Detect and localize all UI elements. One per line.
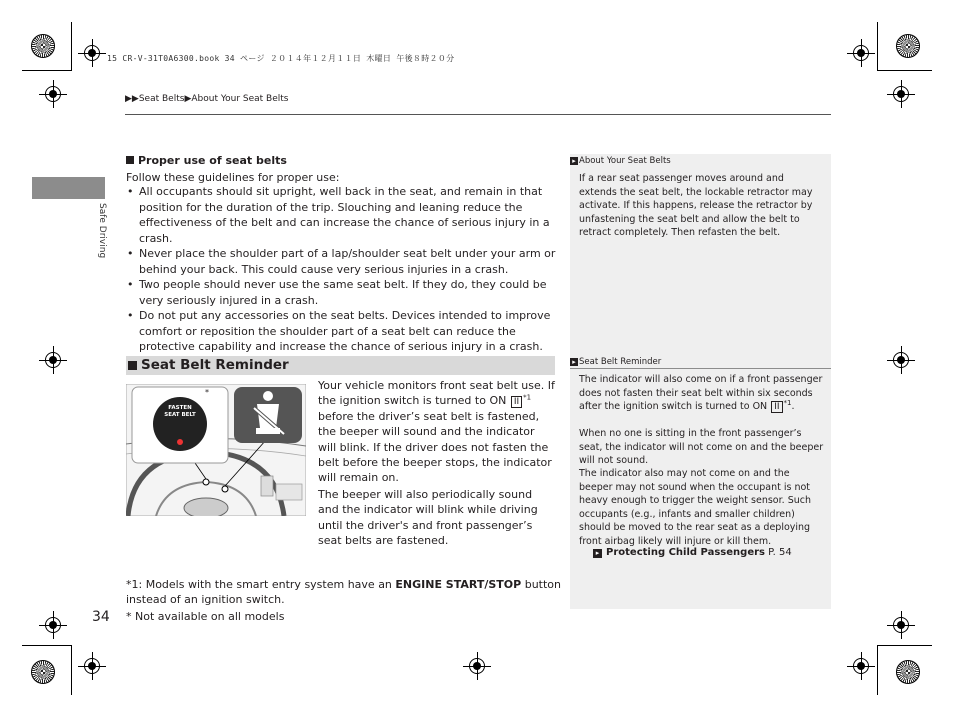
note-body-about-seat-belts: If a rear seat passenger moves around and extends the seat belt, the lockable retractor may activate. If this happens, release the retractor by unfastening the seat belt and allow the belt to retract completely. Then refasten the belt. [579,173,813,238]
breadcrumb-arrow-icon: ▶▶ [125,94,139,104]
page-number: 34 [92,609,110,625]
section-heading-proper-use: Proper use of seat belts [126,153,556,169]
square-bullet-icon [128,361,137,370]
registration-star-icon [896,34,920,58]
note-heading-seat-belt-reminder: ▸ Seat Belt Reminder [570,356,831,370]
ignition-on-symbol-icon: II [771,401,782,413]
chapter-tab [32,177,105,199]
note-paragraph: The indicator will also come on if a front passenger does not fasten their seat belt within six seconds after the ignition switch is turned to ON II $^{*1}$. [579,374,823,412]
list-item: • Two people should never use the same seat belt. If they do, they could be very seriously injured in a crash. [126,277,556,308]
registration-mark-icon [853,658,869,674]
reminder-paragraph-2: The beeper will also periodically sound and the indicator will blink while driving until the driver's and front passenger’s seat belts are fastened. [318,488,538,548]
breadcrumb-link-seat-belts[interactable]: Seat Belts [138,94,185,104]
registration-mark-icon [469,658,485,674]
note-arrow-icon: ▸ [570,157,578,165]
registration-mark-icon [45,86,61,102]
xref-protecting-child-passengers[interactable]: ▸ Protecting Child Passengers P. 54 [593,547,792,558]
section-bar-seat-belt-reminder [126,356,555,375]
fasten-seat-belt-indicator: FASTEN SEAT BELT [164,405,196,418]
registration-mark-icon [84,658,100,674]
reminder-paragraph-1: Your vehicle monitors front seat belt use. If the ignition switch is turned to ON II $^{*1}$ before the driver’s seat belt is fastened, the beeper will sound and the indicator will blink. If the driver does not fasten the belt before the beeper stops, the indicator will remain on. [318,379,555,485]
breadcrumb-current: About Your Seat Belts [191,94,289,104]
dashboard-illustration [126,384,306,516]
registration-mark-icon [893,352,909,368]
cross-reference-icon: ▸ [593,549,602,558]
list-item: • All occupants should sit upright, well back in the seat, and remain in that position for the duration of the trip. Slouching and leaning reduce the effectiveness of the belt and can increase the chance of serious injury in a crash. [126,184,556,246]
registration-mark-icon [893,617,909,633]
square-bullet-icon [126,156,134,164]
note-paragraph: The indicator also may not come on and the beeper may not sound when the occupant is not heavy enough to trigger the weight sensor. Such occupants (e.g., infants and smaller children) should be moved to the rear seat as a deploying front airbag likely will injure or kill them. [579,468,811,547]
availability-star: * [205,388,209,397]
footnote-1: *1: Models with the smart entry system have an ENGINE START/STOP button instead of an ignition switch. [126,578,562,607]
breadcrumb [125,94,289,104]
crop-mark [22,645,72,646]
registration-mark-icon [45,352,61,368]
crop-mark [877,645,932,646]
ignition-on-symbol-icon: II [511,396,522,408]
breadcrumb-separator-icon: ▶ [184,94,192,104]
book-file-tag: 15 CR-V-31T0A6300.book 34 ページ ２０１４年１２月１１日 木曜日 午後８時２０分 [107,54,455,63]
note-arrow-icon: ▸ [570,358,578,366]
registration-mark-icon [893,86,909,102]
guideline-list [126,184,556,355]
crop-mark [71,645,72,695]
note-heading-about-seat-belts: ▸ About Your Seat Belts [570,155,831,169]
registration-mark-icon [84,45,100,61]
registration-mark-icon [853,45,869,61]
registration-star-icon [31,34,55,58]
registration-mark-icon [45,617,61,633]
list-item: • Never place the shoulder part of a lap/shoulder seat belt under your arm or behind your back. This could cause very serious injuries in a crash. [126,246,556,277]
footnote-2: * Not available on all models [126,610,285,623]
crop-mark [22,70,72,71]
registration-star-icon [896,660,920,684]
note-paragraph: When no one is sitting in the front passenger’s seat, the indicator will not come on and the beeper will not sound. [579,428,824,466]
intro-text: Follow these guidelines for proper use: [126,171,340,184]
crop-mark [71,22,72,70]
section-title: Seat Belt Reminder [141,357,289,373]
chapter-label: Safe Driving [97,203,107,259]
crop-mark [877,22,878,70]
list-item: • Do not put any accessories on the seat belts. Devices intended to improve comfort or reposition the shoulder part of a seat belt can reduce the protective capability and increase the chance of serious injury in a crash. [126,308,556,355]
header-rule [125,114,831,115]
registration-star-icon [31,660,55,684]
crop-mark [877,70,932,71]
crop-mark [877,645,878,695]
